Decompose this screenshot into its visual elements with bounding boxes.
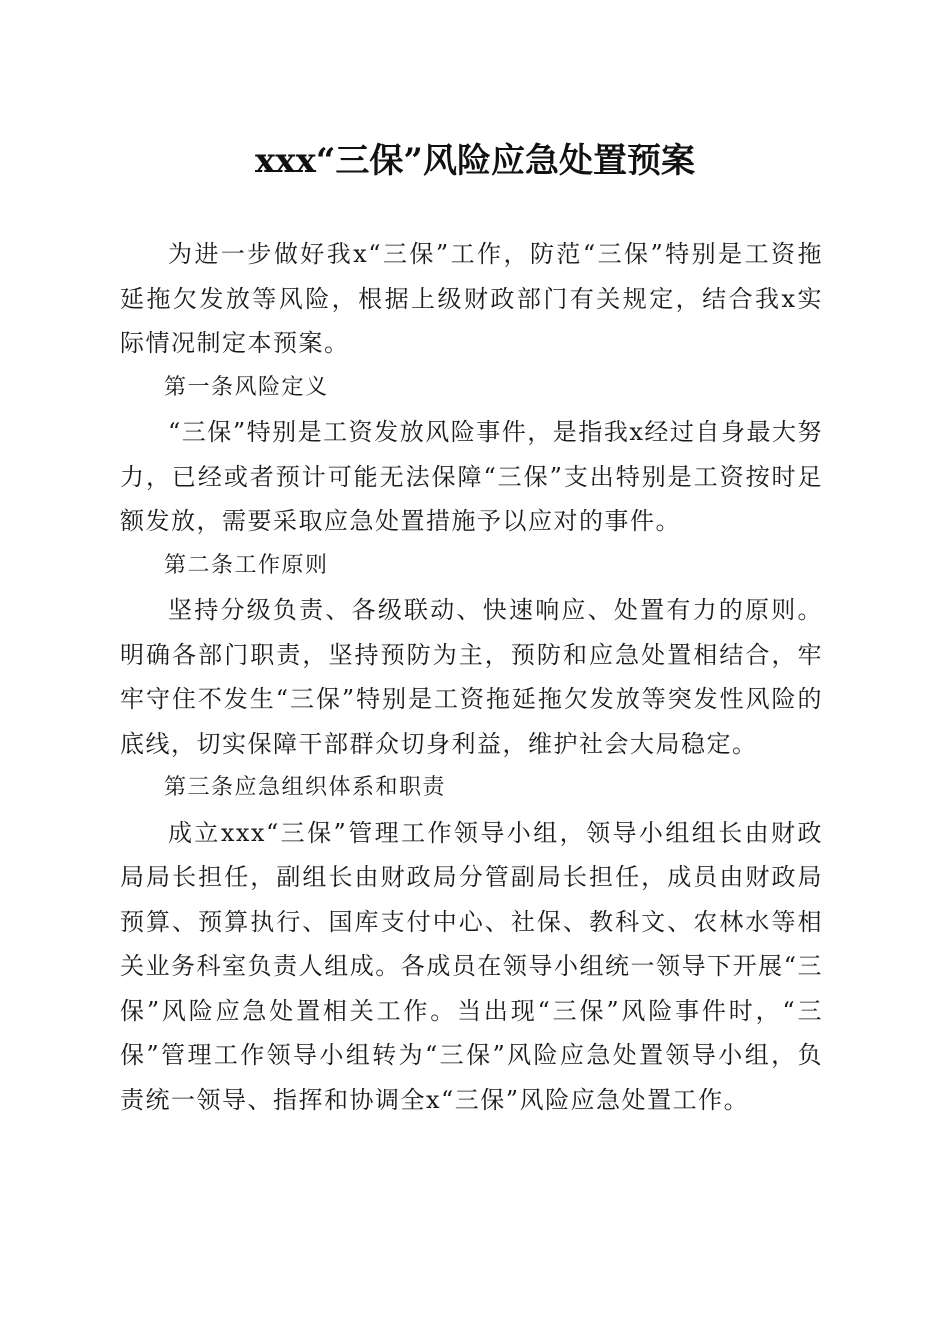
document-body xyxy=(120,232,823,1122)
section-heading-work-principles: 第二条工作原则 xyxy=(164,552,329,578)
work-principles-paragraph: 坚持分级负责、各级联动、快速响应、处置有力的原则。明确各部门职责，坚持预防为主，预防和应急处置相结合，牢牢守住不发生“三保”特别是工资拖延拖欠发放等突发性风险的底线，切实保障干部群众切身利益，维护社会大局稳定。 xyxy=(120,596,823,758)
intro-paragraph: 为进一步做好我x“三保”工作，防范“三保”特别是工资拖延拖欠发放等风险，根据上级财政部门有关规定，结合我x实际情况制定本预案。 xyxy=(120,240,823,357)
section-heading-risk-definition: 第一条风险定义 xyxy=(164,374,329,400)
organization-paragraph: 成立xxx“三保”管理工作领导小组，领导小组组长由财政局局长担任，副组长由财政局分管副局长担任，成员由财政局预算、预算执行、国库支付中心、社保、教科文、农林水等相关业务科室负责人组成。各成员在领导小组统一领导下开展“三保”风险应急处置相关工作。当出现“三保”风险事件时，“三保”管理工作领导小组转为“三保”风险应急处置领导小组，负责统一领导、指挥和协调全x“三保”风险应急处置工作。 xyxy=(120,818,823,1114)
section-heading-organization: 第三条应急组织体系和职责 xyxy=(164,775,447,800)
document-title: xxx“三保”风险应急处置预案 xyxy=(255,141,695,181)
risk-definition-paragraph: “三保”特别是工资发放风险事件，是指我x经过自身最大努力，已经或者预计可能无法保障“三保”支出特别是工资按时足额发放，需要采取应急处置措施予以应对的事件。 xyxy=(120,418,823,535)
